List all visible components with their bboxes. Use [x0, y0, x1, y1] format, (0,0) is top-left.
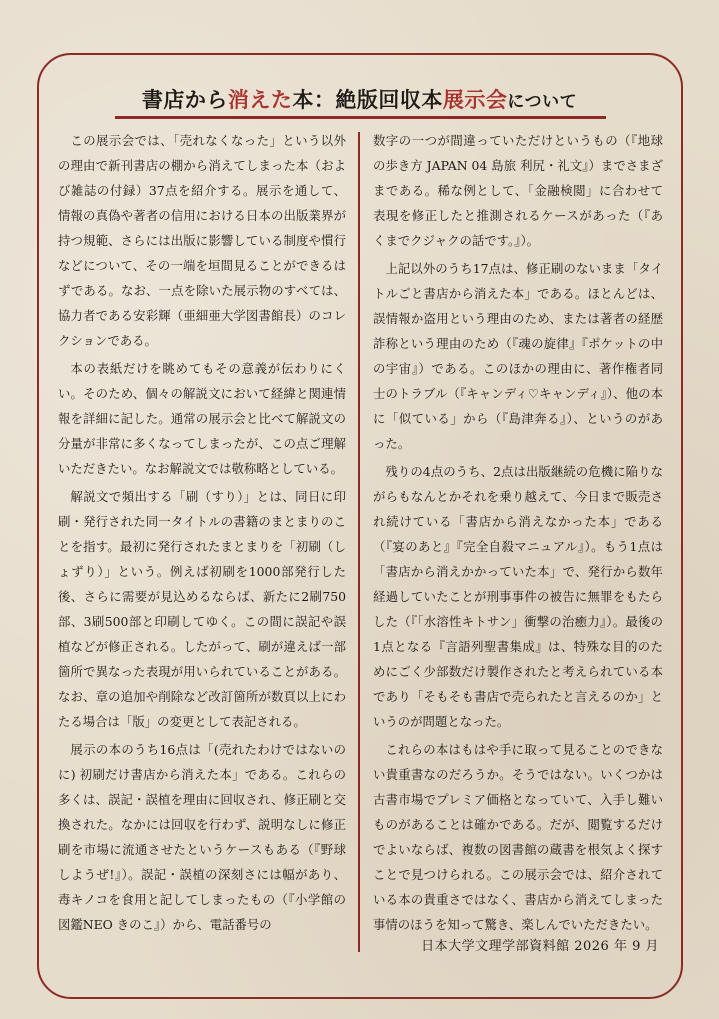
right-paragraph-4: これらの本はもはや手に取って見ることのできない貴重書なのだろうか。そうではない。いくつかは古書市場でプレミア価格となっていて、入手し難いものがあることは確かである。だが、閲覧するだけでよいならば、複数の図書館の蔵書を根気よく探すことで見つけられる。この展示会では、紹介されている本の貴重さではなく、書店から消えてしまった事情のほうを知って驚き、楽しんでいただきたい。	[373, 742, 663, 932]
left-paragraph-3: 解説文で頻出する「刷（すり）」とは、同日に印刷・発行された同一タイトルの書籍のまとまりのことを指す。最初に発行されたまとまりを「初刷（しょずり）」という。例えば初刷を1000部発行した後、さらに需要が見込めるならば、新たに2刷750部、3刷500部と印刷してゆく。この間に誤記や誤植などが修正される。したがって、刷が違えば一部箇所で異なった表現が用いられていることがある。なお、章の追加や削除など改訂箇所が数頁以上にわたる場合は「版」の変更として表記される。	[58, 489, 346, 729]
left-column	[58, 128, 346, 940]
right-column	[373, 128, 663, 940]
left-paragraph-1: この展示会では、「売れなくなった」という以外の理由で新刊書店の棚から消えてしまった本（および雑誌の付録）37点を紹介する。展示を通して、情報の真偽や著者の信用における日本の出版業界が持つ規範、さらには出版に影響している制度や慣行などについて、その一端を垣間見ることができるはずである。なお、一点を除いた展示物のすべては、協力者である安彩輝（亜細亜大学図書館長）のコレクションである。	[58, 133, 346, 348]
page-title	[0, 84, 719, 114]
left-paragraph-2: 本の表紙だけを眺めてもその意義が伝わりにくい。そのため、個々の解説文において経緯と関連情報を詳細に記した。通常の展示会と比べて解説文の分量が非常に多くなってしまったが、この点ご理解いただきたい。なお解説文では敬称略としている。	[58, 361, 346, 476]
left-paragraph-4: 展示の本のうち16点は「(売れたわけではないのに) 初刷だけ書店から消えた本」である。これらの多くは、誤記・誤植を理由に回収され、修正刷と交換された。なかには回収を行わず、説明なしに修正刷を市場に流通させたというケースもある（『野球しようぜ!』）。誤記・誤植の深刻さには幅があり、毒キノコを食用と記してしまったもの（『小学館の図鑑NEO きのこ』）から、電話番号の	[58, 742, 346, 932]
right-paragraph-2: 上記以外のうち17点は、修正刷のないまま「タイトルごと書店から消えた本」である。ほとんどは、誤情報か盗用という理由のため、または著者の経歴詐称という理由のため（『魂の旋律』『ポケットの中の宇宙』）である。このほかの理由に、著作権者同士のトラブル（『キャンディ♡キャンディ』）、他の本に「似ている」から（『島津奔る』）、というのがあった。	[373, 261, 663, 451]
title-part-1: 書店から	[141, 88, 228, 112]
column-divider	[358, 132, 360, 952]
title-part-2-highlight: 消えた	[227, 88, 293, 112]
right-paragraph-3: 残りの4点のうち、2点は出版継続の危機に陥りながらもなんとかそれを乗り越えて、今日まで販売され続けている「書店から消えなかった本」である（『宴のあと』『完全自殺マニュアル』）。もう1点は「書店から消えかかっていた本」で、発行から数年経過していたことが刑事事件の被告に無罪をもたらした（『「水溶性キトサン」衝撃の治癒力』）。最後の1点となる『言語列聖書集成』は、特殊な目的のためにごく少部数だけ製作されたと考えられている本であり「そもそも書店で売られたと言えるのか」というのが問題となった。	[373, 464, 663, 729]
footer-signature: 日本大学文理学部資料館 2026 年 9 月	[421, 939, 659, 954]
title-part-3: 本：絶版回収本	[292, 88, 443, 112]
right-paragraph-1: 数字の一つが間違っていただけというもの（『地球の歩き方 JAPAN 04 島旅 利尻・礼文』）までさまざまである。稀な例として、「金融検閲」に合わせて表現を修正したと推測されるケースがあった（『あくまでクジャクの話です。』）。	[373, 133, 663, 248]
title-part-4-highlight: 展示会	[442, 88, 508, 112]
title-part-5: について	[507, 92, 578, 112]
title-underline	[115, 116, 606, 119]
